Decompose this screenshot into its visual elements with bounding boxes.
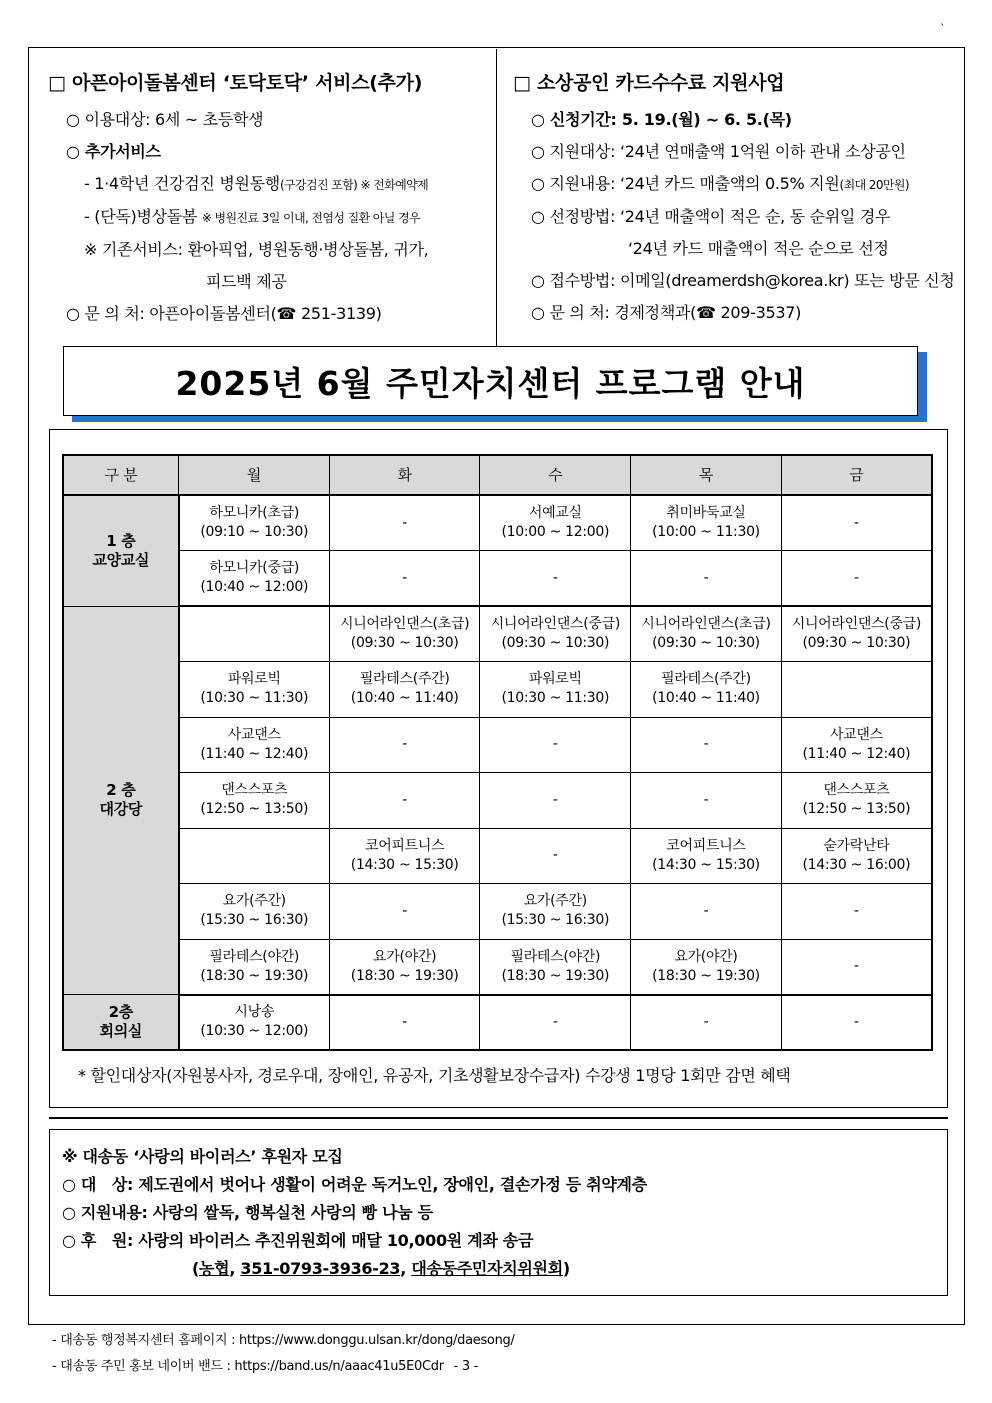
program-cell: 시낭송 (10:30 ~ 12:00) [179,995,330,1051]
program-cell: - [781,551,932,607]
program-cell [781,662,932,718]
program-cell: 필라테스(야간) (18:30 ~ 19:30) [179,939,330,995]
program-cell: 필라테스(주간) (10:40 ~ 11:40) [329,662,480,718]
program-cell: - [480,773,631,829]
childcare-target: ○ 이용대상: 6세 ~ 초등학생 [66,110,264,129]
program-cell: 숟가락난타 (14:30 ~ 16:00) [781,828,932,884]
card-fee-period: ○ 신청기간: 5. 19.(월) ~ 6. 5.(목) [531,110,792,129]
page-number: - 3 - [453,1359,479,1374]
floor-room-label: 2 층 대강당 [63,606,179,995]
program-cell: 요가(야간) (18:30 ~ 19:30) [329,939,480,995]
header-mon: 월 [179,455,330,495]
program-cell: 서예교실 (10:00 ~ 12:00) [480,495,631,551]
program-cell: 시니어라인댄스(중급) (09:30 ~ 10:30) [781,606,932,662]
childcare-extra-2: - (단독)병상돌봄 ※ 병원진료 3일 이내, 전염성 질환 아닐 경우 [84,207,420,226]
donor-donate: ○ 후 원: 사랑의 바이러스 추진위원회에 매달 10,000원 계좌 송금 [62,1231,534,1250]
program-cell: 취미바둑교실 (10:00 ~ 11:30) [631,495,782,551]
childcare-extra-1: - 1·4학년 건강검진 병원동행(구강검진 포함) ※ 전화예약제 [84,174,429,193]
program-cell: - [631,995,782,1051]
table-row [63,828,932,884]
program-cell: - [329,717,480,773]
floor-room-label: 1 층 교양교실 [63,495,179,606]
card-fee-content: ○ 지원내용: ‘24년 카드 매출액의 0.5% 지원(최대 20만원) [531,174,909,193]
childcare-basic: ※ 기존서비스: 환아픽업, 병원동행·병상돌봄, 귀가, [84,240,429,259]
donor-support: ○ 지원내용: 사랑의 쌀독, 행복실천 사랑의 빵 나눔 등 [62,1203,433,1222]
program-cell: - [631,773,782,829]
program-cell: - [480,995,631,1051]
table-row [63,551,932,607]
program-cell: 시니어라인댄스(초급) (09:30 ~ 10:30) [329,606,480,662]
program-cell: 댄스스포츠 (12:50 ~ 13:50) [781,773,932,829]
footer-homepage: - 대송동 행정복지센터 홈페이지 : https://www.donggu.ulsan.kr/dong/daesong/ [52,1333,515,1348]
program-cell: 요가(주간) (15:30 ~ 16:30) [480,884,631,940]
donor-target: ○ 대 상: 제도권에서 벗어나 생활이 어려운 독거노인, 장애인, 결손가정 등 취약계층 [62,1175,647,1194]
header-category: 구 분 [63,455,179,495]
program-cell: - [329,884,480,940]
program-cell: 시니어라인댄스(초급) (09:30 ~ 10:30) [631,606,782,662]
program-cell: - [329,995,480,1051]
table-row [63,884,932,940]
card-fee-select-cont: ‘24년 카드 매출액이 적은 순으로 선정 [628,239,889,258]
card-fee-contact: ○ 문 의 처: 경제정책과(☎ 209-3537) [531,303,802,322]
program-cell: - [781,495,932,551]
table-row [63,939,932,995]
childcare-title: □ 아픈아이돌봄센터 ‘토닥토닥’ 서비스(추가) [48,72,423,94]
program-cell: 사교댄스 (11:40 ~ 12:40) [179,717,330,773]
program-cell: - [480,717,631,773]
program-cell: 하모니카(중급) (10:40 ~ 12:00) [179,551,330,607]
program-cell: - [631,551,782,607]
childcare-contact: ○ 문 의 처: 아픈아이돌봄센터(☎ 251-3139) [66,304,382,323]
childcare-notice [48,68,493,330]
card-fee-title: □ 소상공인 카드수수료 지원사업 [513,72,785,94]
card-fee-select: ○ 선정방법: ‘24년 매출액이 적은 순, 동 순위일 경우 [531,207,891,226]
header-wed: 수 [480,455,631,495]
program-cell: - [781,884,932,940]
program-cell: - [329,551,480,607]
header-tue: 화 [329,455,480,495]
table-row [63,606,932,662]
table-row [63,662,932,718]
program-cell: - [480,828,631,884]
header-thu: 목 [631,455,782,495]
schedule-table [62,454,933,1051]
program-cell: 필라테스(주간) (10:40 ~ 11:40) [631,662,782,718]
program-cell [179,828,330,884]
card-fee-notice [513,68,953,329]
donor-account-holder: 대송동주민자치위원회 [411,1259,563,1278]
table-row [63,495,932,551]
table-row [63,995,932,1051]
corner-mark: ` [940,22,946,35]
footer-band: - 대송동 주민 홍보 네이버 밴드 : https://band.us/n/aaac41u5E0Cdr - 3 - [52,1359,479,1374]
program-cell [179,606,330,662]
program-cell: - [329,495,480,551]
donor-bank: 농협 [199,1259,230,1278]
program-cell: - [631,717,782,773]
childcare-extra-heading: ○ 추가서비스 [66,142,161,161]
table-row [63,717,932,773]
program-cell: 파워로빅 (10:30 ~ 11:30) [179,662,330,718]
double-rule [49,1117,948,1119]
donor-box [49,1129,948,1296]
schedule-header-row [63,455,932,495]
program-cell: 사교댄스 (11:40 ~ 12:40) [781,717,932,773]
program-cell: 파워로빅 (10:30 ~ 11:30) [480,662,631,718]
donor-account: (농협, 351-0793-3936-23, 대송동주민자치위원회) [192,1259,570,1278]
column-divider [496,49,497,347]
program-cell: - [480,551,631,607]
program-cell: - [781,995,932,1051]
table-row [63,773,932,829]
childcare-basic-cont: 피드백 제공 [206,272,287,291]
card-fee-apply: ○ 접수방법: 이메일(dreamerdsh@korea.kr) 또는 방문 신청 [531,271,955,290]
donor-account-number: 351-0793-3936-23 [240,1259,401,1278]
program-cell: - [329,773,480,829]
discount-note: * 할인대상자(자원봉사자, 경로우대, 장애인, 유공자, 기초생활보장수급자) 수강생 1명당 1회만 감면 혜택 [78,1066,791,1085]
card-fee-target: ○ 지원대상: ‘24년 연매출액 1억원 이하 관내 소상공인 [531,142,906,161]
program-cell: 코어피트니스 (14:30 ~ 15:30) [329,828,480,884]
floor-room-label: 2층 회의실 [63,995,179,1051]
program-cell: 댄스스포츠 (12:50 ~ 13:50) [179,773,330,829]
program-cell: - [781,939,932,995]
program-cell: 시니어라인댄스(중급) (09:30 ~ 10:30) [480,606,631,662]
program-cell: 하모니카(초급) (09:10 ~ 10:30) [179,495,330,551]
header-fri: 금 [781,455,932,495]
program-cell: 요가(야간) (18:30 ~ 19:30) [631,939,782,995]
program-cell: 코어피트니스 (14:30 ~ 15:30) [631,828,782,884]
program-cell: 필라테스(야간) (18:30 ~ 19:30) [480,939,631,995]
donor-title: ※ 대송동 ‘사랑의 바이러스’ 후원자 모집 [62,1147,343,1166]
program-banner-title: 2025년 6월 주민자치센터 프로그램 안내 [63,346,918,416]
program-cell: - [631,884,782,940]
program-cell: 요가(주간) (15:30 ~ 16:30) [179,884,330,940]
